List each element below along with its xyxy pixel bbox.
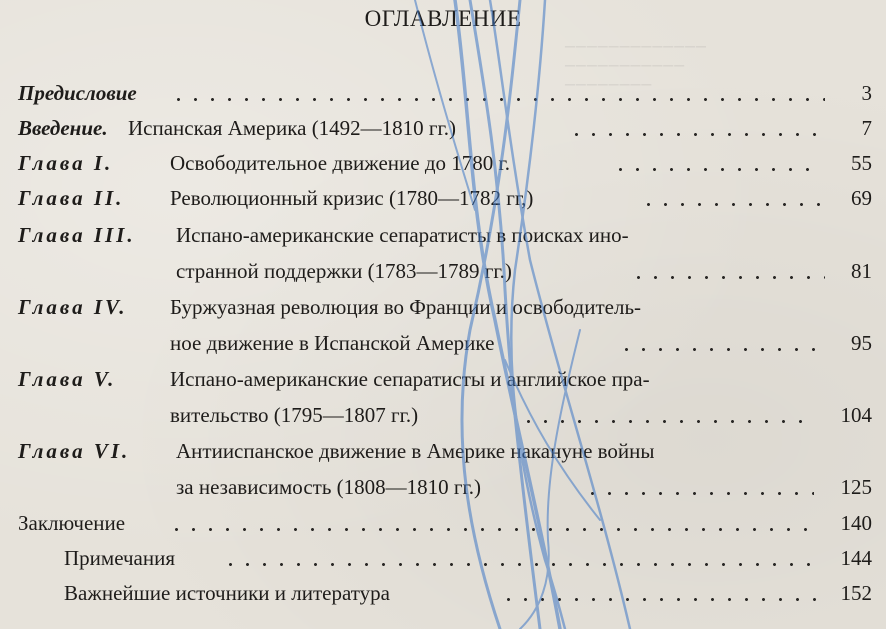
entry-label: Глава I.: [18, 151, 114, 175]
entry-label: Предисловие: [18, 81, 137, 105]
entry-page-number: 3: [861, 81, 872, 105]
entry-title: Испано-американские сепаратисты в поисках ино-: [176, 223, 629, 247]
entry-title: Освободительное движение до 1780 г.: [170, 151, 510, 175]
entry-label: Глава V.: [18, 367, 117, 391]
entry-title-continued: вительство (1795—1807 гг.): [170, 403, 419, 427]
entry-page-number: 125: [840, 475, 872, 499]
entry-title-continued: за независимость (1808—1810 гг.): [176, 475, 481, 499]
entry-page-number: 140: [840, 511, 872, 535]
entry-page-number: 55: [851, 151, 872, 175]
entry-label: Глава VI.: [18, 439, 131, 463]
entry-label: Глава III.: [18, 223, 136, 247]
entry-page-number: 81: [851, 259, 872, 283]
entry-title: Испано-американские сепаратисты и английское пра-: [170, 367, 650, 391]
entry-page-number: 152: [840, 581, 872, 605]
entry-label: Глава IV.: [18, 295, 128, 319]
entry-title: Революционный кризис (1780—1782 гг,): [170, 186, 534, 210]
entry-title: Буржуазная революция во Франции и освободитель-: [170, 295, 642, 319]
bleed-through-text: ───────────── ─────────── ────────: [565, 40, 707, 93]
entry-title: Антииспанское движение в Америке накануне войны: [176, 439, 655, 463]
entry-title-continued: ное движение в Испанской Америке: [170, 331, 495, 355]
entry-label: Глава II.: [18, 186, 125, 210]
entry-label: Примечания: [64, 546, 176, 570]
entry-label: Важнейшие источники и литература: [64, 581, 390, 605]
toc-heading: ОГЛАВЛЕНИЕ: [364, 6, 522, 31]
entry-page-number: 144: [840, 546, 872, 570]
entry-label: Заключение: [18, 511, 126, 535]
entry-label: Введение.: [18, 116, 108, 140]
entry-page-number: 69: [851, 186, 872, 210]
entry-page-number: 95: [851, 331, 872, 355]
entry-title: Испанская Америка (1492—1810 гг.): [128, 116, 457, 140]
entry-page-number: 104: [840, 403, 872, 427]
entry-page-number: 7: [861, 116, 872, 140]
entry-title-continued: странной поддержки (1783—1789 гг.): [176, 259, 512, 283]
